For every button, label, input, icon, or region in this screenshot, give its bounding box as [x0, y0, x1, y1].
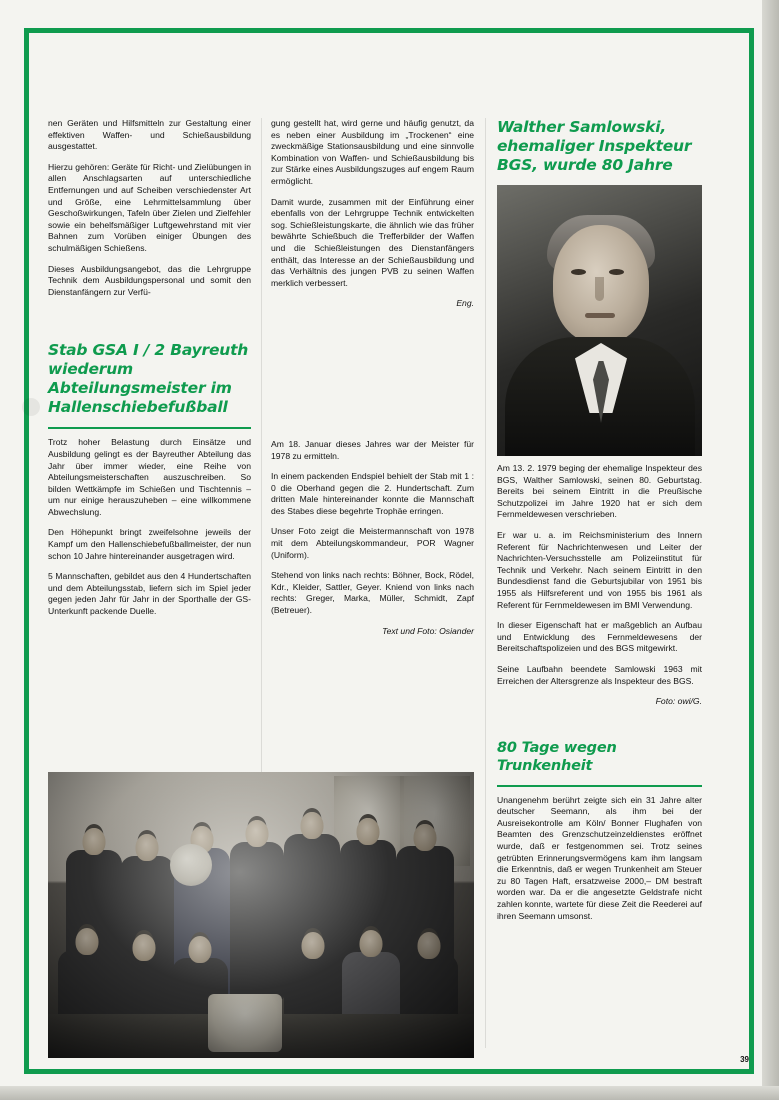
col2-soccer-para-1: Am 18. Januar dieses Jahres war der Meister für 1978 zu ermitteln.	[271, 438, 474, 461]
col2-credit: Text und Foto: Osiander	[382, 625, 474, 636]
page-edge-shadow-right	[762, 0, 779, 1100]
column-rule-2	[485, 118, 486, 1048]
headline-rule-2	[497, 785, 702, 787]
page-frame-bottom	[24, 1069, 754, 1074]
col1-para-3: Dieses Ausbildungsangebot, das die Lehrgruppe Technik dem Ausbildungspersonal und somit den Dienstanfängern zur Verfü-	[48, 263, 251, 297]
col3-samlowski-para-1: Am 13. 2. 1979 beging der ehemalige Inspekteur des BGS, Walther Samlowski, seinen 80. Geburtstag. Bereits bei seinem Eintritt in die Preußische Schutzpolizei im Jahre 1920 hat er sich dem Fernmeldewesen verschrieben.	[497, 463, 702, 520]
page-number: 39	[740, 1055, 749, 1064]
portrait-eye-left	[571, 269, 586, 275]
col1-soccer-para-2: Den Höhepunkt bringt zweifelsohne jeweils der Kampf um den Hallenschiebefußballmeister, der nun schon 10 Jahre hintereinander ausgetragen wird.	[48, 527, 251, 561]
col1-para-2: Hierzu gehören: Geräte für Richt- und Zielübungen in allen Anschlagsarten auf unterschiedliche Entfernungen und auf Scheiben verschiedenster Art und Größe, eine Lehrmittelsammlung über Geschoßwirkungen, Tafeln über Zielen und Zielfehler sowie ein behelfsmäßiger Luftgewehrstand mit vier Bahnen zum Vorüben einiger Übungen des schulmäßigen Schießens.	[48, 161, 251, 253]
portrait-photo	[497, 185, 702, 456]
page-frame-top	[24, 28, 754, 33]
column-two	[271, 118, 474, 646]
article-headline-soccer: Stab GSA I / 2 Bayreuth wiederum Abteilungsmeister im Hallenschiebefußball	[48, 341, 249, 417]
page-content	[48, 118, 738, 1058]
page-frame-right	[749, 28, 754, 1074]
col2-soccer-para-4: Stehend von links nach rechts: Böhner, Bock, Rödel, Kdr., Kleider, Sattler, Geyer. Kniend von links nach rechts: Greger, Marka, Müller, Schmidt, Zapf (Betreuer).	[271, 570, 474, 616]
col1-para-1: nen Geräten und Hilfsmitteln zur Gestaltung einer effektiven Waffen- und Schießausbildung ausgestattet.	[48, 118, 251, 152]
paper-blemish	[22, 398, 40, 416]
group-team-photo	[48, 772, 474, 1058]
col3-samlowski-para-4: Seine Laufbahn beendete Samlowski 1963 mit Erreichen der Altersgrenze als Inspekteur des BGS.	[497, 663, 702, 686]
col3-samlowski-para-3: In dieser Eigenschaft hat er maßgeblich an Aufbau und Entwicklung des Fernmeldewesens der Bereitschaftspolizeien und des BGS mitgewirkt.	[497, 620, 702, 654]
article-headline-trunkenheit: 80 Tage wegen Trunkenheit	[497, 739, 617, 774]
portrait-nose	[595, 277, 604, 301]
page-frame-left	[24, 28, 29, 1074]
col3-samlowski-para-2: Er war u. a. im Reichsministerium des Innern Referent für Nachrichtenwesen und Leiter der Nachrichten-Versuchsstelle am Polizeiinstitut für Technik und Verkehr. Nach seinem Eintritt in den Bundesdienst fand die Geburtsjubilar von 1951 bis 1955 als Hilfsreferent und von 1955 bis 1961 als Referent für Fernmeldewesen im BMI Verwendung.	[497, 529, 702, 610]
column-one	[48, 118, 251, 627]
column-three	[497, 118, 702, 931]
page-edge-shadow-bottom	[0, 1086, 779, 1100]
portrait-mouth	[585, 313, 615, 318]
headline-rule	[48, 427, 251, 429]
col1-soccer-para-1: Trotz hoher Belastung durch Einsätze und Ausbildung gelingt es der Bayreuther Abteilung das Jahr über immer wieder, eine Reihe von Abteilungsmeisterschaften auszuschreiben. So bilden Wettkämpfe im Schießen und Tischtennis – um nur einige herauszuheben – eine willkommene Abwechslung.	[48, 437, 251, 517]
col2-soccer-para-2: In einem packenden Endspiel behielt der Stab mit 1 : 0 die Oberhand gegen die 2. Hundertschaft. Zum dritten Male hintereinander konnte die Mannschaft des Stabes diese begehrte Trophäe erringen.	[271, 471, 474, 516]
col3-trunkenheit-para-1: Unangenehm berührt zeigte sich ein 31 Jahre alter deutscher Seemann, als ihm bei der Ausreisekontrolle am Köln/ Bonner Flughafen von Beamten des Grenzschutzeinzeldienstes eröffnet wurde, daß er festgenommen sei. Trotz seines getrübten Erinnerungsvermögens kam ihm langsam die Erkenntnis, daß er wegen Trunkenheit am Steuer zu 80 Tagen Haft, ersatzweise 2000,– DM bestraft worden war. Da er die angesetzte Geldstrafe nicht zahlen konnte, wartete für diese Zeit die Reederei auf ihren Seemann umsonst.	[497, 794, 702, 921]
col2-para-1: gung gestellt hat, wird gerne und häufig genutzt, da es neben einer Ausbildung im „Trockenen“ eine zweckmäßige Stationsausbildung und eine sinnvolle Kombination von Waffen- und Schießausbildung bis zur Stärke eines Ausbildungszuges auf engem Raum ermöglicht.	[271, 118, 474, 186]
article-headline-samlowski: Walther Samlowski, ehemaliger Inspekteur BGS, wurde 80 Jahre	[497, 118, 692, 174]
col2-soccer-para-3: Unser Foto zeigt die Meistermannschaft von 1978 mit dem Abteilungskommandeur, POR Wagner (Uniform).	[271, 526, 474, 560]
col3-photo-credit: Foto: owi/G.	[655, 696, 702, 707]
col2-para-2: Damit wurde, zusammen mit der Einführung einer ebenfalls von der Lehrgruppe Technik entwickelten sog. Schießleistungskarte, die ähnlich wie das früher bewährte Schießbuch die Trefferbilder der Waffen und die Schießleistungen des Dienstanfängers enthält, das Interesse an der Schießausbildung und das Verhältnis des jungen PVB zu seinen Waffen merklich verbessert.	[271, 196, 474, 288]
col1-soccer-para-3: 5 Mannschaften, gebildet aus den 4 Hundertschaften und dem Abteilungsstab, liefern sich im Spiel jeder gegen jeden Jahr für Jahr in der Sporthalle der GS-Unterkunft packende Duelle.	[48, 571, 251, 617]
col2-signature-eng: Eng.	[456, 298, 474, 309]
portrait-eye-right	[609, 269, 624, 275]
